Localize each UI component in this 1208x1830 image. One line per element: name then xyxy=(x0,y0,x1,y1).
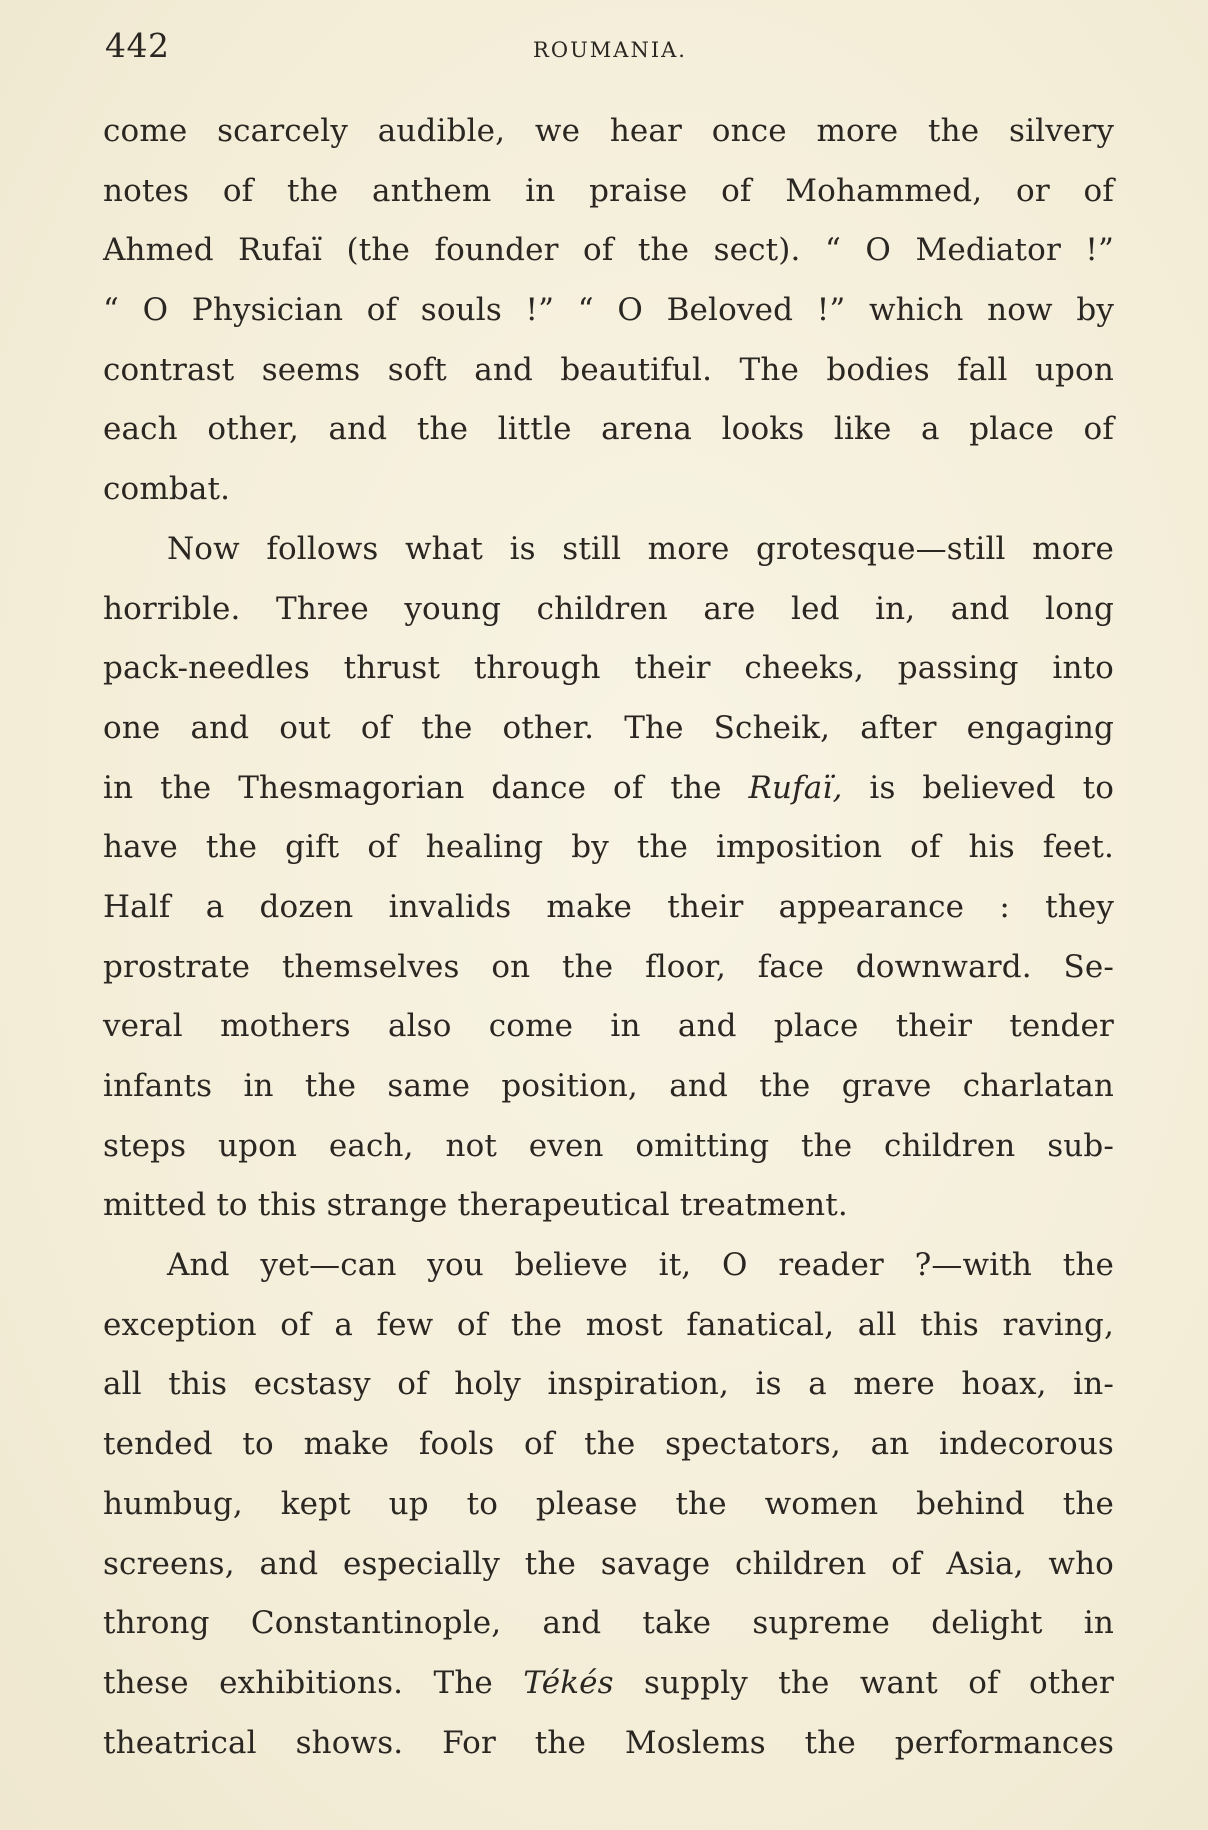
text-line: combat. xyxy=(103,471,231,508)
page-number: 442 xyxy=(105,26,170,65)
text-line: Ahmed Rufaï (the founder of the sect). “ O Mediator !” xyxy=(103,232,1114,269)
text-line: And yet—can you believe it, O reader ?—with the xyxy=(167,1247,1114,1284)
running-title: ROUMANIA. xyxy=(533,38,687,62)
text-line: prostrate themselves on the floor, face downward. Se- xyxy=(103,948,1114,985)
text-line: theatrical shows. For the Moslems the performances xyxy=(103,1724,1114,1761)
italic-term: Rufaï, xyxy=(748,769,843,806)
text-line: infants in the same position, and the grave charlatan xyxy=(103,1068,1114,1104)
text-line: have the gift of healing by the imposition of his feet. xyxy=(103,829,1114,866)
text-line: pack-needles thrust through their cheeks, passing into xyxy=(103,650,1114,687)
text-line: notes of the anthem in praise of Mohammed, or of xyxy=(103,172,1114,209)
text-line xyxy=(103,1663,1114,1723)
text-line: “ O Physician of souls !” “ O Beloved !” which now by xyxy=(103,292,1114,329)
text-line xyxy=(103,768,1114,828)
line-segment: supply the want of other xyxy=(613,1664,1114,1701)
body-text xyxy=(103,111,1114,1782)
text-line: mitted to this strange therapeutical treatment. xyxy=(103,1187,848,1224)
text-line: horrible. Three young children are led in, and long xyxy=(103,590,1114,627)
text-line: come scarcely audible, we hear once more the silvery xyxy=(103,113,1114,149)
text-line: exception of a few of the most fanatical, all this raving, xyxy=(103,1306,1114,1343)
text-line: Now follows what is still more grotesque—still more xyxy=(167,530,1114,567)
text-line: all this ecstasy of holy inspiration, is a mere hoax, in- xyxy=(103,1366,1114,1403)
running-head xyxy=(105,26,1115,66)
italic-term: Tékés xyxy=(523,1664,614,1701)
text-line: screens, and especially the savage children of Asia, who xyxy=(103,1545,1114,1582)
line-segment: these exhibitions. The xyxy=(103,1664,524,1701)
text-line: humbug, kept up to please the women behind the xyxy=(103,1485,1114,1522)
text-line: tended to make fools of the spectators, an indecorous xyxy=(103,1426,1114,1463)
text-line: Half a dozen invalids make their appearance : they xyxy=(103,888,1114,925)
line-segment: is believed to xyxy=(842,769,1115,806)
text-line: steps upon each, not even omitting the children sub- xyxy=(103,1127,1114,1164)
text-line: each other, and the little arena looks like a place of xyxy=(103,411,1114,448)
line-segment: in the Thesmagorian dance of the xyxy=(103,769,749,806)
text-line: throng Constantinople, and take supreme delight in xyxy=(103,1605,1114,1642)
text-line: contrast seems soft and beautiful. The bodies fall upon xyxy=(103,351,1114,388)
text-line: veral mothers also come in and place their tender xyxy=(103,1008,1114,1045)
text-line: one and out of the other. The Scheik, after engaging xyxy=(103,709,1114,746)
